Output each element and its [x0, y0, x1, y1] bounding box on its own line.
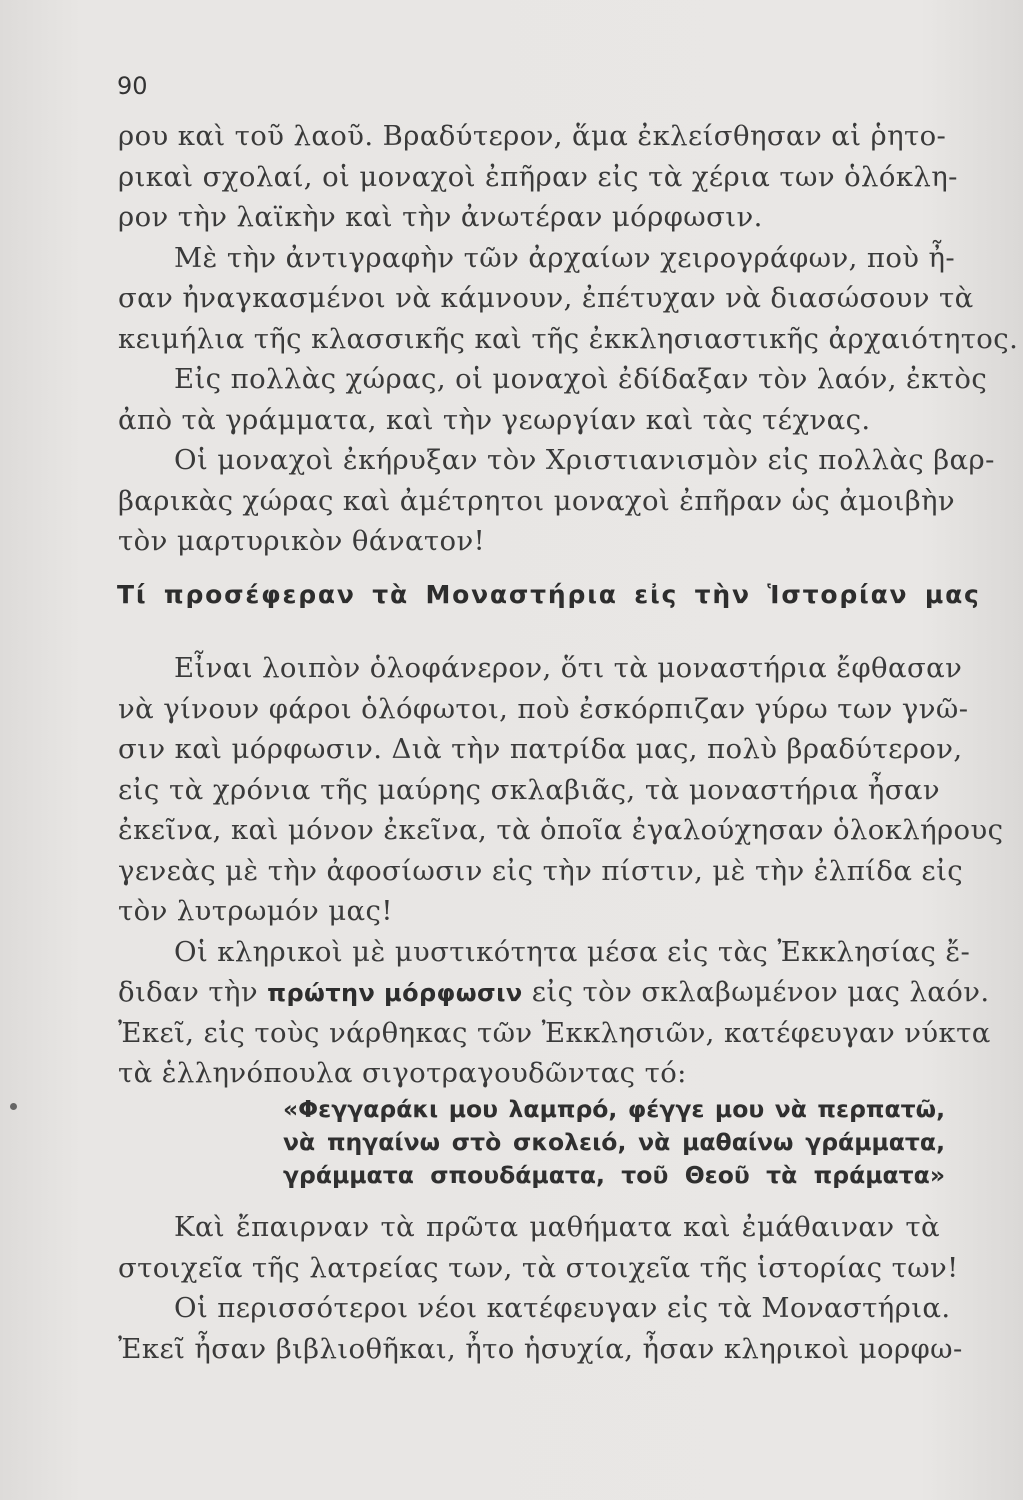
text-line: Οἱ περισσότεροι νέοι κατέφευγαν εἰς τὰ Μοναστήρια.: [174, 1292, 951, 1324]
text-line: ρικαὶ σχολαί, οἱ μοναχοὶ ἐπῆραν εἰς τὰ χέρια των ὁλόκλη-: [118, 160, 958, 193]
paragraph-2: [118, 238, 1019, 360]
text-line: τὸν μαρτυρικὸν θάνατον!: [118, 525, 486, 557]
text-line: σαν ἠναγκασμένοι νὰ κάμνουν, ἐπέτυχαν νὰ διασώσουν τὰ: [118, 282, 974, 314]
paragraph-4: [118, 440, 995, 562]
text-line: Οἱ μοναχοὶ ἐκήρυξαν τὸν Χριστιανισμὸν εἰς πολλὰς βαρ-: [174, 444, 995, 476]
text-line: ρον τὴν λαϊκὴν καὶ τὴν ἀνωτέραν μόρφωσιν.: [118, 201, 763, 233]
poem-line: «Φεγγαράκι μου λαμπρό, φέγγε μου νὰ περπατῶ,: [283, 1095, 945, 1123]
bold-phrase: πρώτην μόρφωσιν: [267, 979, 523, 1007]
text-line: Οἱ κληρικοὶ μὲ μυστικότητα μέσα εἰς τὰς Ἐκκλησίας ἔ-: [174, 935, 971, 968]
poem-quote: [283, 1093, 945, 1192]
paragraph-6: [118, 932, 991, 1094]
paragraph-3: [118, 359, 988, 440]
section-text: [118, 648, 1004, 1094]
text-line: τὸν λυτρωμόν μας!: [118, 895, 393, 927]
text-fragment: εἰς τὸν σκλαβωμένον μας λαόν.: [531, 976, 990, 1008]
margin-mark: [10, 1103, 17, 1110]
paragraph-7: [118, 1207, 959, 1288]
text-line: Ἐκεῖ ἦσαν βιβλιοθῆκαι, ἦτο ἡσυχία, ἦσαν κληρικοὶ μορφω-: [118, 1332, 963, 1365]
text-line: ἐκεῖνα, καὶ μόνον ἐκεῖνα, τὰ ὁποῖα ἐγαλούχησαν ὁλοκλήρους: [118, 814, 1004, 846]
text-line: Εἶναι λοιπὸν ὁλοφάνερον, ὅτι τὰ μοναστήρια ἔφθασαν: [174, 652, 963, 684]
text-line: ρου καὶ τοῦ λαοῦ. Βραδύτερον, ἅμα ἐκλείσθησαν αἱ ῥητο-: [118, 120, 947, 152]
text-line: εἰς τὰ χρόνια τῆς μαύρης σκλαβιᾶς, τὰ μοναστήρια ἦσαν: [118, 773, 940, 806]
text-line: ἀπὸ τὰ γράμματα, καὶ τὴν γεωργίαν καὶ τὰς τέχνας.: [118, 403, 871, 436]
intro-text: [118, 116, 1019, 562]
section-heading: Τί προσέφεραν τὰ Μοναστήρια εἰς τὴν Ἱστορίαν μας: [117, 580, 981, 609]
text-line: κειμήλια τῆς κλασσικῆς καὶ τῆς ἐκκλησιαστικῆς ἀρχαιότητος.: [118, 322, 1019, 355]
text-fragment: διδαν τὴν: [118, 976, 258, 1008]
text-line: βαρικὰς χώρας καὶ ἀμέτρητοι μοναχοὶ ἐπῆραν ὡς ἀμοιβὴν: [118, 484, 956, 517]
text-line: νὰ γίνουν φάροι ὁλόφωτοι, ποὺ ἐσκόρπιζαν γύρω των γνῶ-: [118, 692, 969, 725]
paragraph-5: [118, 648, 1004, 932]
text-line: Μὲ τὴν ἀντιγραφὴν τῶν ἀρχαίων χειρογράφων, ποὺ ἦ-: [174, 241, 956, 274]
poem-line: γράμματα σπουδάματα, τοῦ Θεοῦ τὰ πράματα»: [283, 1161, 945, 1189]
closing-text: [118, 1207, 963, 1369]
text-line: σιν καὶ μόρφωσιν. Διὰ τὴν πατρίδα μας, πολὺ βραδύτερον,: [118, 733, 963, 765]
text-line: [118, 972, 990, 1013]
text-line: Ἐκεῖ, εἰς τοὺς νάρθηκας τῶν Ἐκκλησιῶν, κατέφευγαν νύκτα: [118, 1016, 991, 1049]
paragraph-8: [118, 1288, 963, 1369]
text-line: τὰ ἑλληνόπουλα σιγοτραγουδῶντας τό:: [118, 1057, 687, 1089]
text-line: στοιχεῖα τῆς λατρείας των, τὰ στοιχεῖα τῆς ἱστορίας των!: [118, 1251, 959, 1284]
paragraph-1: [118, 116, 958, 238]
text-line: Καὶ ἔπαιρναν τὰ πρῶτα μαθήματα καὶ ἐμάθαιναν τὰ: [174, 1211, 940, 1243]
text-line: γενεὰς μὲ τὴν ἀφοσίωσιν εἰς τὴν πίστιν, μὲ τὴν ἐλπίδα εἰς: [118, 854, 964, 887]
page-number: 90: [117, 72, 148, 100]
text-line: Εἰς πολλὰς χώρας, οἱ μοναχοὶ ἐδίδαξαν τὸν λαόν, ἐκτὸς: [174, 363, 988, 395]
poem-line: νὰ πηγαίνω στὸ σκολειό, νὰ μαθαίνω γράμματα,: [283, 1128, 945, 1156]
